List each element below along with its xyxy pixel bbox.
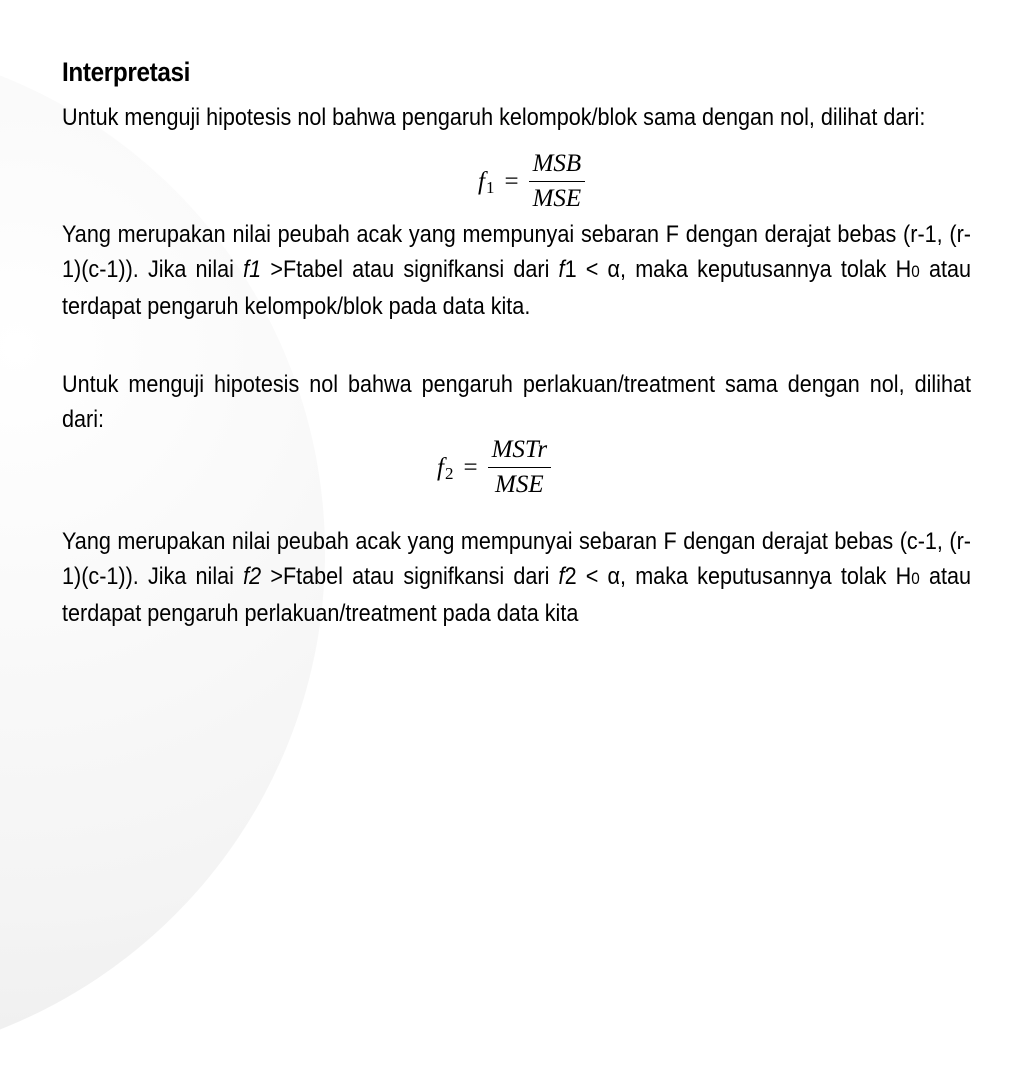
paragraph-2-f1: f1 (243, 256, 262, 283)
paragraph-4-text-c: >Ftabel atau signifkansi dari (261, 563, 559, 590)
paragraph-4-text-e: 2 < α, maka keputusannya tolak H (564, 563, 912, 590)
formula-subscript: 2 (444, 463, 454, 483)
formula-equals: = (463, 453, 478, 481)
formula-variable: f (437, 453, 444, 481)
paragraph-3: Untuk menguji hipotesis nol bahwa pengaruh perlakuan/treatment sama dengan nol, dilihat dari: (62, 371, 971, 433)
formula-fraction (488, 436, 552, 499)
formula-subscript: 1 (485, 177, 495, 197)
paragraph-2-h-subscript: 0 (911, 262, 920, 281)
formula-denominator: MSE (495, 471, 544, 498)
formula-equals: = (504, 167, 519, 195)
paragraph-2-text-c: >Ftabel atau signifkansi dari (261, 256, 559, 283)
paragraph-4-h-subscript: 0 (911, 569, 920, 588)
paragraph-2-text-g: atau terdapat pengaruh kelompok/blok pada data kita. (62, 256, 971, 320)
paragraph-1: Untuk menguji hipotesis nol bahwa pengaruh kelompok/blok sama dengan nol, dilihat dari: (62, 104, 926, 131)
formula-numerator: MSTr (488, 436, 552, 468)
paragraph-4-text-g: atau terdapat pengaruh perlakuan/treatment pada data kita (62, 563, 971, 627)
formula-denominator: MSE (532, 185, 582, 212)
formula-fraction (529, 150, 586, 213)
paragraph-4-f: f (558, 563, 565, 590)
paragraph-4 (62, 524, 971, 631)
paragraph-2-text-a: Yang merupakan nilai peubah acak yang mempunyai sebaran F dengan derajat bebas (r-1, (r-1)(c-1)). Jika nilai (62, 221, 971, 283)
paragraph-2-f: f (558, 256, 565, 283)
formula-numerator: MSB (529, 150, 586, 182)
paragraph-2-text-e: 1 < α, maka keputusannya tolak H (564, 256, 912, 283)
formula-variable: f (478, 167, 485, 195)
paragraph-2 (62, 217, 971, 324)
paragraph-4-text-a: Yang merupakan nilai peubah acak yang mempunyai sebaran F dengan derajat bebas (c-1, (r-1)(c-1)). Jika nilai (62, 528, 971, 590)
formula-f2 (437, 436, 551, 499)
slide-title: Interpretasi (62, 57, 191, 87)
formula-f1 (478, 150, 585, 213)
paragraph-4-f2: f2 (243, 563, 262, 590)
